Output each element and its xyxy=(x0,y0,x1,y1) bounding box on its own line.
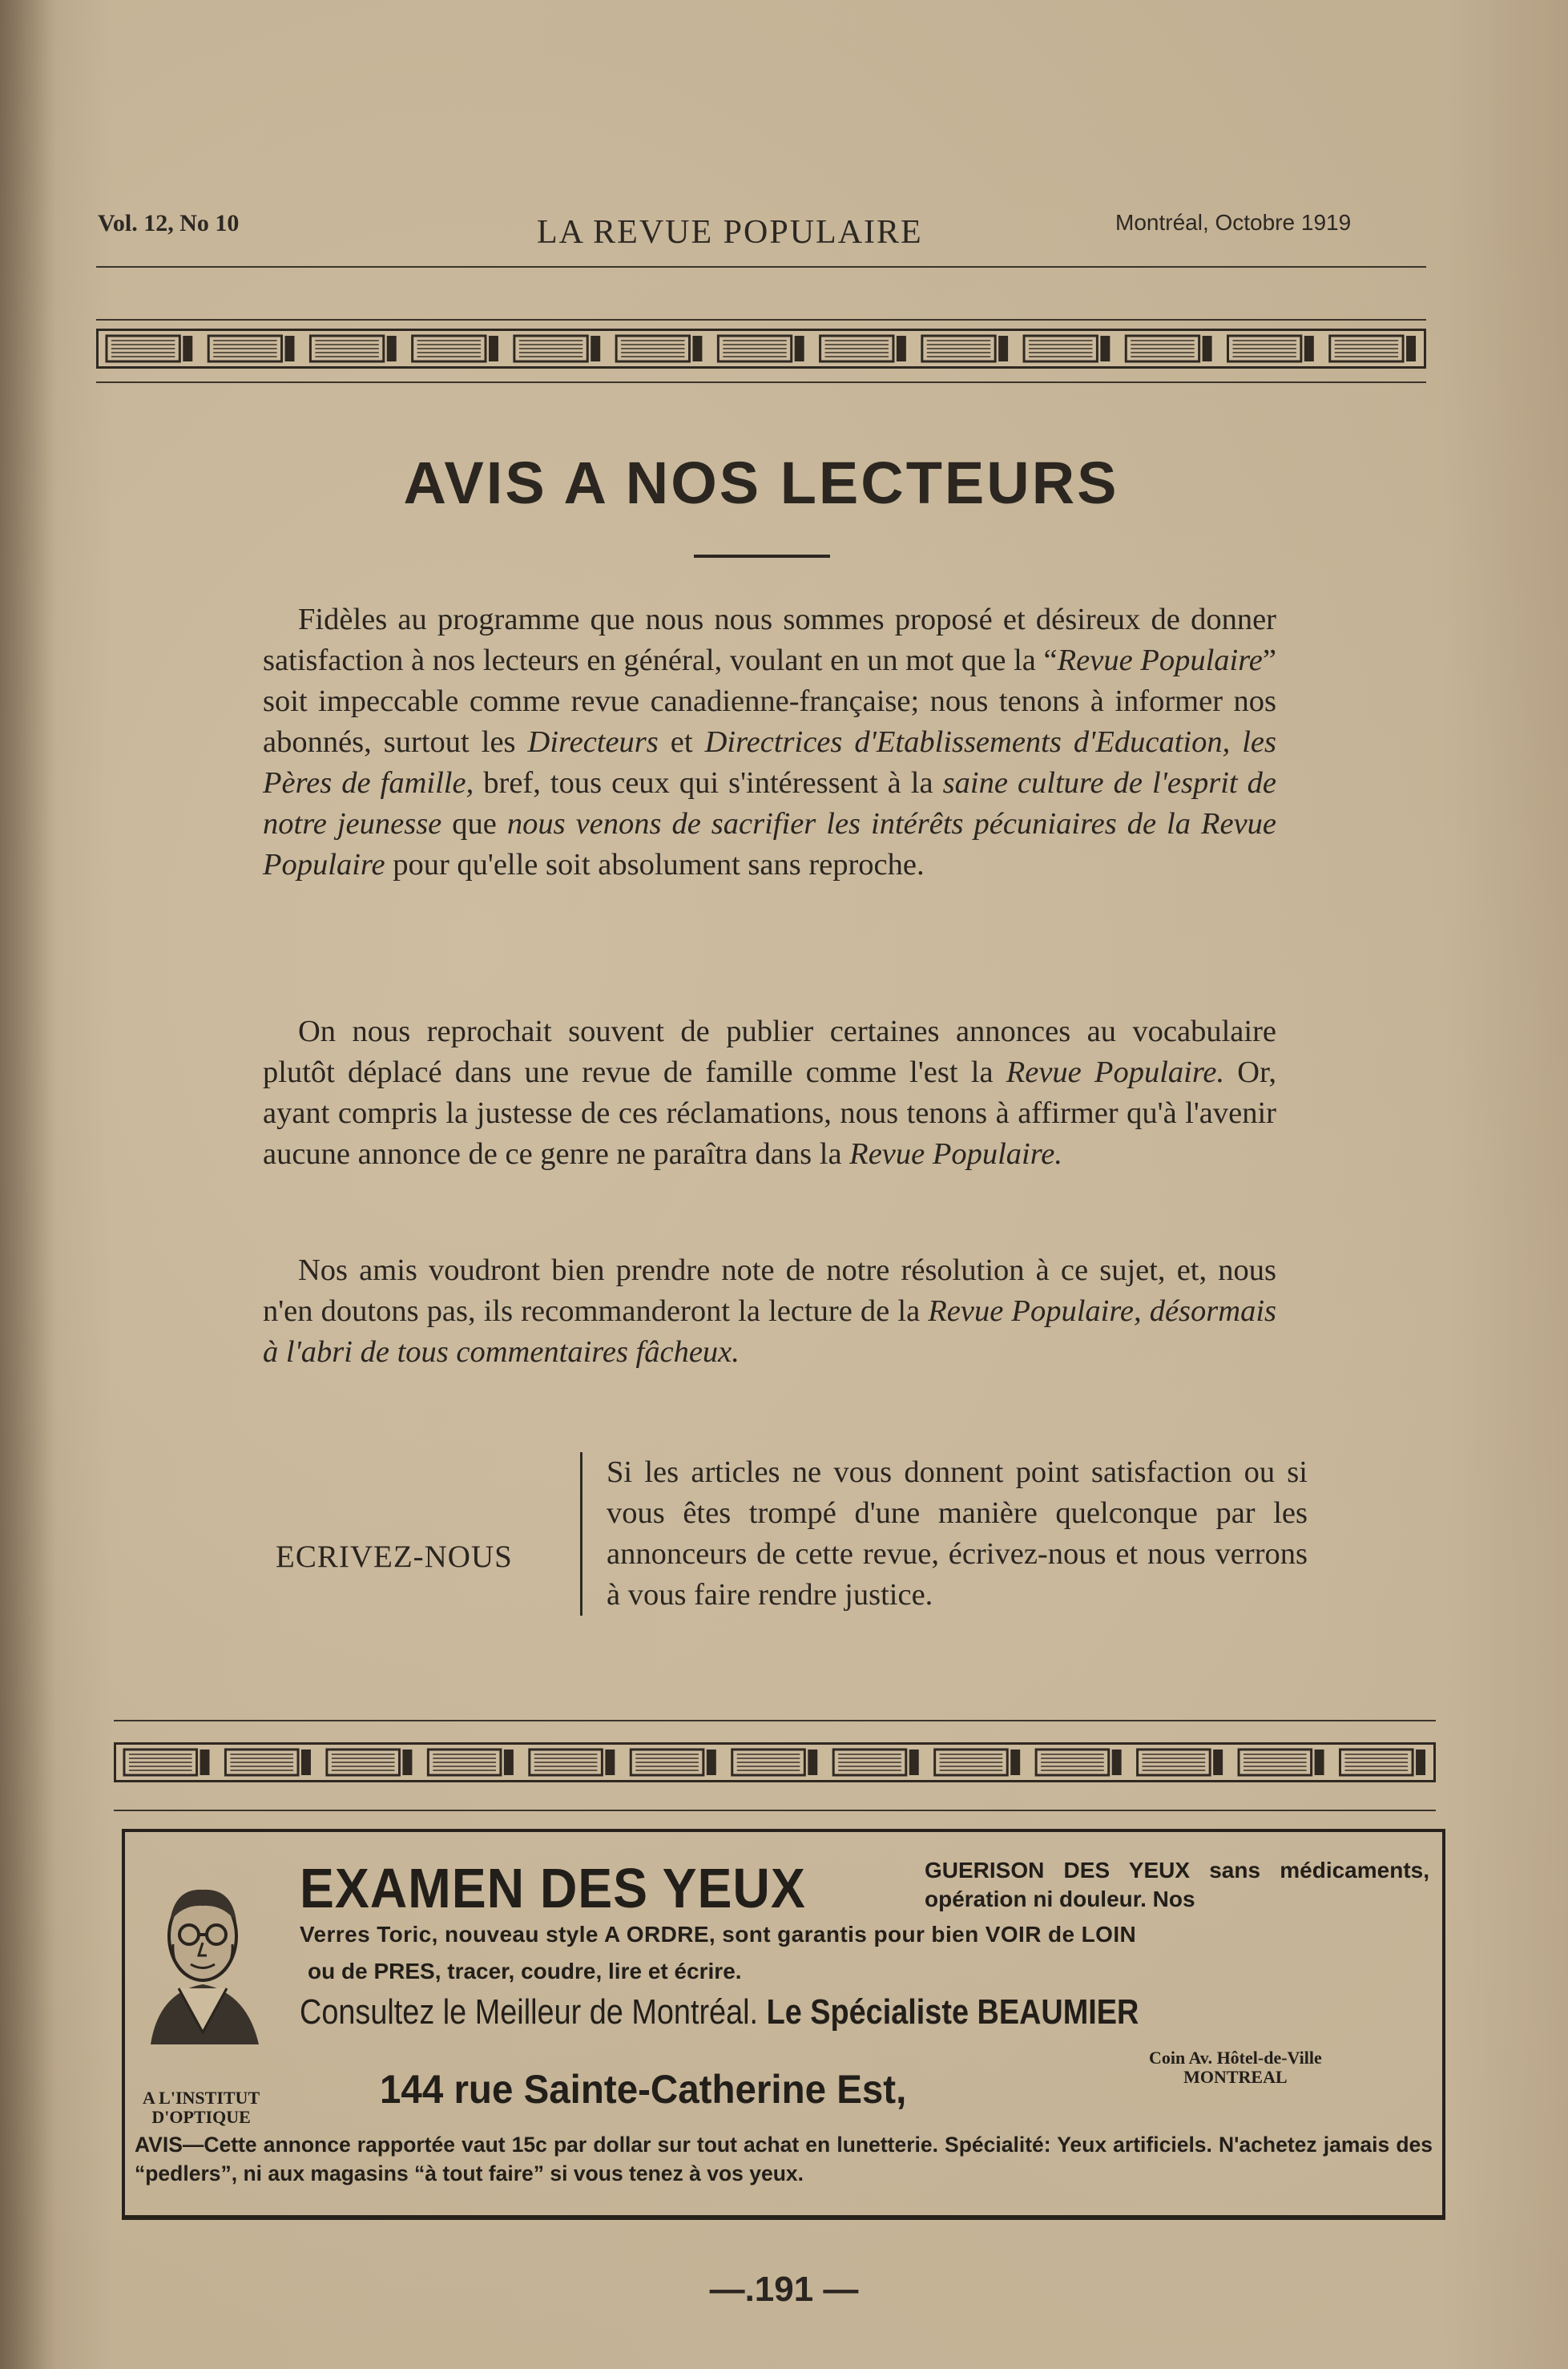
title-underline xyxy=(694,555,830,558)
ad-consult-line: Consultez le Meilleur de Montréal. Le Spécialiste BEAUMIER xyxy=(300,1992,1139,2032)
ad-notice-text: AVIS—Cette annonce rapportée vaut 15c par dollar sur tout achat en lunetterie. Spécialité: Yeux artificiels. N'achetez jamais des “pedlers”, ni aux magasins “à tout faire” si vous tenez à vos yeux. xyxy=(135,2133,1433,2185)
ad-headline: EXAMEN DES YEUX xyxy=(300,1857,806,1919)
journal-title: LA REVUE POPULAIRE xyxy=(537,214,923,251)
top-band-rule-upper xyxy=(96,319,1426,321)
issue-date: Montréal, Octobre 1919 xyxy=(1115,210,1352,235)
volume-number: Vol. 12, No 10 xyxy=(98,210,240,236)
page-number: —.191 — xyxy=(709,2270,859,2309)
eye-exam-advertisement xyxy=(122,1829,1445,2220)
ad-uses-text: ou de PRES, tracer, coudre, lire et écrire. xyxy=(308,1959,742,1984)
notice-paragraph-2: On nous reprochait souvent de publier certaines annonces au vocabulaire plutôt déplacé dans une revue de famille comme l'est la Revue Populaire. Or, ayant compris la justesse de ces réclamations, nous tenons à affirmer qu'à l'avenir aucune annonce de ce genre ne paraîtra dans la Revue Populaire. xyxy=(263,1015,1276,1171)
ad-institute: A L'INSTITUT D'OPTIQUE xyxy=(143,2088,260,2127)
bottom-band-rule-upper xyxy=(114,1720,1436,1721)
binding-shadow xyxy=(0,0,56,2369)
ornament-pattern xyxy=(116,1745,1433,1780)
write-us-text: Si les articles ne vous donnent point satisfaction ou si vous êtes trompé d'une manière quelconque par les annonceurs de cette revue, écrivez-nous et nous verrons à vous faire rendre justice. xyxy=(580,1452,1308,1616)
bottom-band-rule-lower xyxy=(114,1810,1436,1811)
ad-lenses-text: Verres Toric, nouveau style A ORDRE, sont garantis pour bien VOIR de LOIN xyxy=(300,1922,1137,1947)
ad-cure-text: GUERISON DES YEUX sans médicaments, opération ni douleur. Nos xyxy=(925,1858,1429,1911)
optician-portrait-illustration xyxy=(135,1872,271,2048)
bottom-ornamental-band xyxy=(114,1742,1436,1782)
ad-corner: Coin Av. Hôtel-de-Ville MONTREAL xyxy=(1149,2048,1322,2087)
ornament-pattern xyxy=(99,331,1424,366)
notice-paragraph-1: Fidèles au programme que nous nous sommes proposé et désireux de donner satisfaction à nos lecteurs en général, voulant en un mot que la “Revue Populaire” soit impeccable comme revue canadienne-française; nous tenons à informer nos abonnés, surtout les Directeurs et Directrices d'Etablissements d'Education, les Pères de famille, bref, tous ceux qui s'intéressent à la saine culture de l'esprit de notre jeunesse que nous venons de sacrifier les intérêts pécuniaires de la Revue Populaire pour qu'elle soit absolument sans reproche. xyxy=(263,603,1276,882)
header-rule xyxy=(96,266,1426,268)
write-us-label: ECRIVEZ-NOUS xyxy=(276,1540,513,1574)
notice-paragraph-3: Nos amis voudront bien prendre note de notre résolution à ce sujet, et, nous n'en doutons pas, ils recommanderont la lecture de la Revue Populaire, désormais à l'abri de tous commentaires fâcheux. xyxy=(263,1253,1277,1369)
top-band-rule-lower xyxy=(96,381,1426,383)
notice-title: AVIS A NOS LECTEURS xyxy=(403,450,1119,516)
ad-address: 144 rue Sainte-Catherine Est, xyxy=(380,2067,907,2112)
top-ornamental-band xyxy=(96,329,1426,369)
